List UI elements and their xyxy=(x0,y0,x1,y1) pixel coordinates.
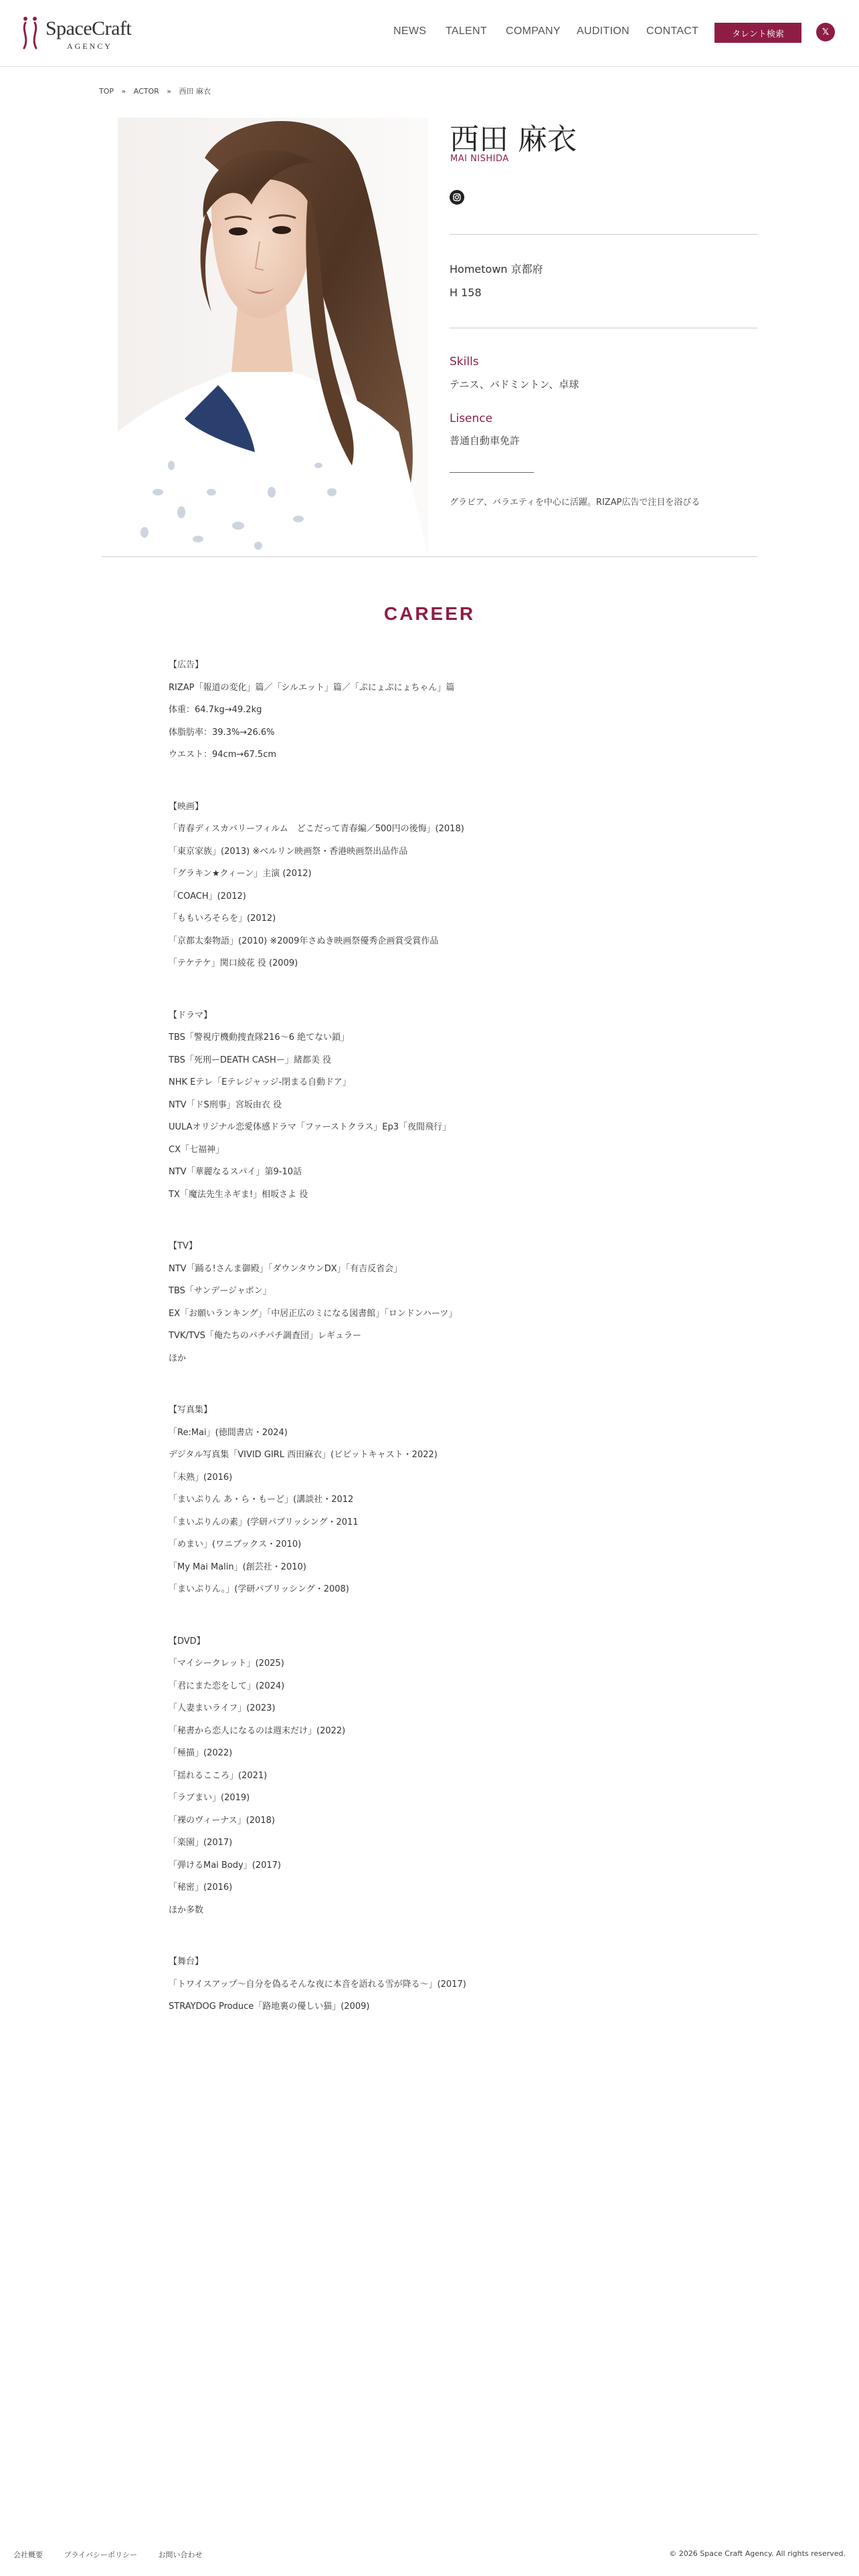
career-item: 「秘書から恋人になるのは週末だけ」(2022) xyxy=(169,1725,346,1736)
career-section-heading: 【DVD】 xyxy=(169,1636,205,1646)
career-item: デジタル写真集「VIVID GIRL 西田麻衣」(ビビットキャスト・2022) xyxy=(169,1450,438,1460)
career-section-heading: 【映画】 xyxy=(169,801,204,812)
career-item: 「君にまた恋をして」(2024) xyxy=(169,1681,285,1691)
career-item: NTV「踊る!さんま御殿」「ダウンタウンDX」「有吉反省会」 xyxy=(169,1263,403,1274)
short-divider xyxy=(450,472,534,473)
career-item: NHK Eテレ「Eテレジャッジ-閉まる自動ドア」 xyxy=(169,1077,351,1087)
nav-news[interactable]: NEWS xyxy=(393,25,427,37)
nav-talent[interactable]: TALENT xyxy=(446,25,487,37)
career-section xyxy=(169,796,704,975)
career-item: 「人妻まいライフ」(2023) xyxy=(169,1703,276,1713)
footer-link-privacy[interactable]: プライバシーポリシー xyxy=(64,2551,137,2559)
x-social-icon[interactable]: 𝕏 xyxy=(816,23,835,41)
career-item: 「トワイスアップ〜自分を偽るそんな夜に本音を語れる雪が降る〜」(2017) xyxy=(169,1979,466,1990)
site-header xyxy=(0,0,859,67)
career-item: CX「七福神」 xyxy=(169,1144,224,1155)
breadcrumb-actor[interactable]: ACTOR xyxy=(133,87,159,96)
career-item: 「裸のヴィーナス」(2018) xyxy=(169,1815,275,1826)
career-section-heading: 【写真集】 xyxy=(169,1405,213,1415)
career-item: EX「お願いランキング」「中居正広のミになる図書館」「ロンドンハーツ」 xyxy=(169,1308,458,1319)
career-section xyxy=(169,1235,704,1370)
career-item: 「Re:Mai」(徳間書店・2024) xyxy=(169,1427,288,1438)
career-section-heading: 【舞台】 xyxy=(169,1957,204,1967)
career-item: 「未熟」(2016) xyxy=(169,1472,233,1483)
career-item: UULAオリジナル恋愛体感ドラマ「ファーストクラス」Ep3「夜間飛行」 xyxy=(169,1122,451,1132)
career-item: TBS「サンデージャポン」 xyxy=(169,1286,272,1296)
career-item: 「ももいろそらを」(2012) xyxy=(169,914,276,924)
career-item: NTV「華麗なるスパイ」第9-10話 xyxy=(169,1167,302,1177)
career-item: ウエスト：94cm→67.5cm xyxy=(169,750,277,760)
profile-photo xyxy=(118,118,428,556)
career-item: TBS「警視庁機動捜査隊216～6 絶てない鎖」 xyxy=(169,1033,350,1043)
career-item: 「まいぷりんの素」(学研パブリッシング・2011 xyxy=(169,1517,359,1527)
career-item: 「青春ディスカバリーフィルム どこだって青春編／500円の後悔」(2018) xyxy=(169,824,464,834)
talent-search-button[interactable]: タレント検索 xyxy=(714,23,801,43)
career-item: 「テケテケ」関口綾花 役 (2009) xyxy=(169,958,298,968)
career-item: 「極描」(2022) xyxy=(169,1748,233,1758)
career-item: TBS「死刑ーDEATH CASHー」緒都美 役 xyxy=(169,1055,331,1065)
career-section-heading: 【広告】 xyxy=(169,660,204,670)
breadcrumb-current: 西田 麻衣 xyxy=(179,87,211,96)
career-section xyxy=(169,1004,704,1206)
career-item: NTV「ドS刑事」宮坂由衣 役 xyxy=(169,1099,282,1110)
license-heading: Lisence xyxy=(450,412,493,425)
career-item: 「揺れるこころ」(2021) xyxy=(169,1770,268,1781)
footer-link-contact[interactable]: お問い合わせ xyxy=(158,2551,203,2559)
career-item: 「COACH」(2012) xyxy=(169,891,246,901)
career-item: 「楽園」(2017) xyxy=(169,1838,233,1848)
career-item: TVK/TVS「俺たちのパチパチ調査団」レギュラー xyxy=(169,1331,362,1341)
career-title: CAREER xyxy=(383,603,476,624)
breadcrumb-separator: » xyxy=(121,87,126,96)
breadcrumb-separator: » xyxy=(167,87,172,96)
career-section-heading: 【ドラマ】 xyxy=(169,1010,213,1021)
skills-heading: Skills xyxy=(450,355,479,368)
footer-link-company[interactable]: 会社概要 xyxy=(13,2551,43,2559)
career-item: 「めまい」(ワニブックス・2010) xyxy=(169,1539,302,1549)
nav-audition[interactable]: AUDITION xyxy=(577,25,630,37)
career-item: 体脂肪率：39.3%→26.6% xyxy=(169,727,275,738)
career-item: 「まいぷりん あ・ら・もーど」(講談社・2012 xyxy=(169,1495,354,1505)
career-item: 体重：64.7kg→49.2kg xyxy=(169,705,262,715)
career-item: 「まいぷりん。」(学研パブリッシング・2008) xyxy=(169,1584,349,1594)
career-section xyxy=(169,1630,704,1922)
career-item: STRAYDOG Produce「路地裏の優しい猫」(2009) xyxy=(169,2002,370,2012)
career-item: TX「魔法先生ネギま!」相坂さよ 役 xyxy=(169,1189,308,1200)
talent-name: 西田 麻衣 xyxy=(450,122,577,156)
career-item: 「東京家族」(2013) ※ベルリン映画祭・香港映画祭出品作品 xyxy=(169,846,408,857)
copyright: © 2026 Space Craft Agency. All rights reserved. xyxy=(669,2549,846,2558)
logo-text: SpaceCraft xyxy=(45,17,132,39)
career-section xyxy=(169,654,704,766)
talent-name-english: MAI NISHIDA xyxy=(450,154,509,164)
career-item: 「弾けるMai Body」(2017) xyxy=(169,1860,281,1870)
talent-bio: グラビア、バラエティを中心に活躍。RIZAP広告で注目を浴びる xyxy=(450,498,700,508)
career-section xyxy=(169,1951,704,2018)
footer-links xyxy=(13,2549,221,2560)
career-section xyxy=(169,1399,704,1601)
instagram-icon[interactable] xyxy=(450,190,464,205)
nav-company[interactable]: COMPANY xyxy=(506,25,561,37)
hometown: Hometown 京都府 xyxy=(450,263,543,276)
career-item: 「マイシークレット」(2025) xyxy=(169,1658,284,1669)
logo-subtext: AGENCY xyxy=(67,41,112,51)
career-section-heading: 【TV】 xyxy=(169,1241,197,1251)
nav-contact[interactable]: CONTACT xyxy=(646,25,699,37)
breadcrumb-top[interactable]: TOP xyxy=(99,87,114,96)
career-item: 「My Mai Malin」(創芸社・2010) xyxy=(169,1562,306,1572)
career-item: RIZAP「報道の変化」篇／「シルエット」篇／「ぷにょぷにょちゃん」篇 xyxy=(169,682,455,693)
career-item: 「グラキン★クィーン」主演 (2012) xyxy=(169,869,312,879)
career-item: ほか xyxy=(169,1353,187,1364)
section-divider xyxy=(102,556,757,557)
divider xyxy=(450,234,757,235)
skills-value: テニス、バドミントン、卓球 xyxy=(450,379,579,391)
career-list xyxy=(169,654,704,2048)
career-item: 「ラブまい」(2019) xyxy=(169,1793,250,1803)
license-value: 普通自動車免許 xyxy=(450,435,520,447)
career-item: 「京都太秦物語」(2010) ※2009年さぬき映画祭優秀企画賞受賞作品 xyxy=(169,936,439,946)
career-item: 「秘密」(2016) xyxy=(169,1883,233,1893)
career-item: ほか多数 xyxy=(169,1905,204,1915)
height: H 158 xyxy=(450,286,482,299)
breadcrumb xyxy=(99,86,216,96)
